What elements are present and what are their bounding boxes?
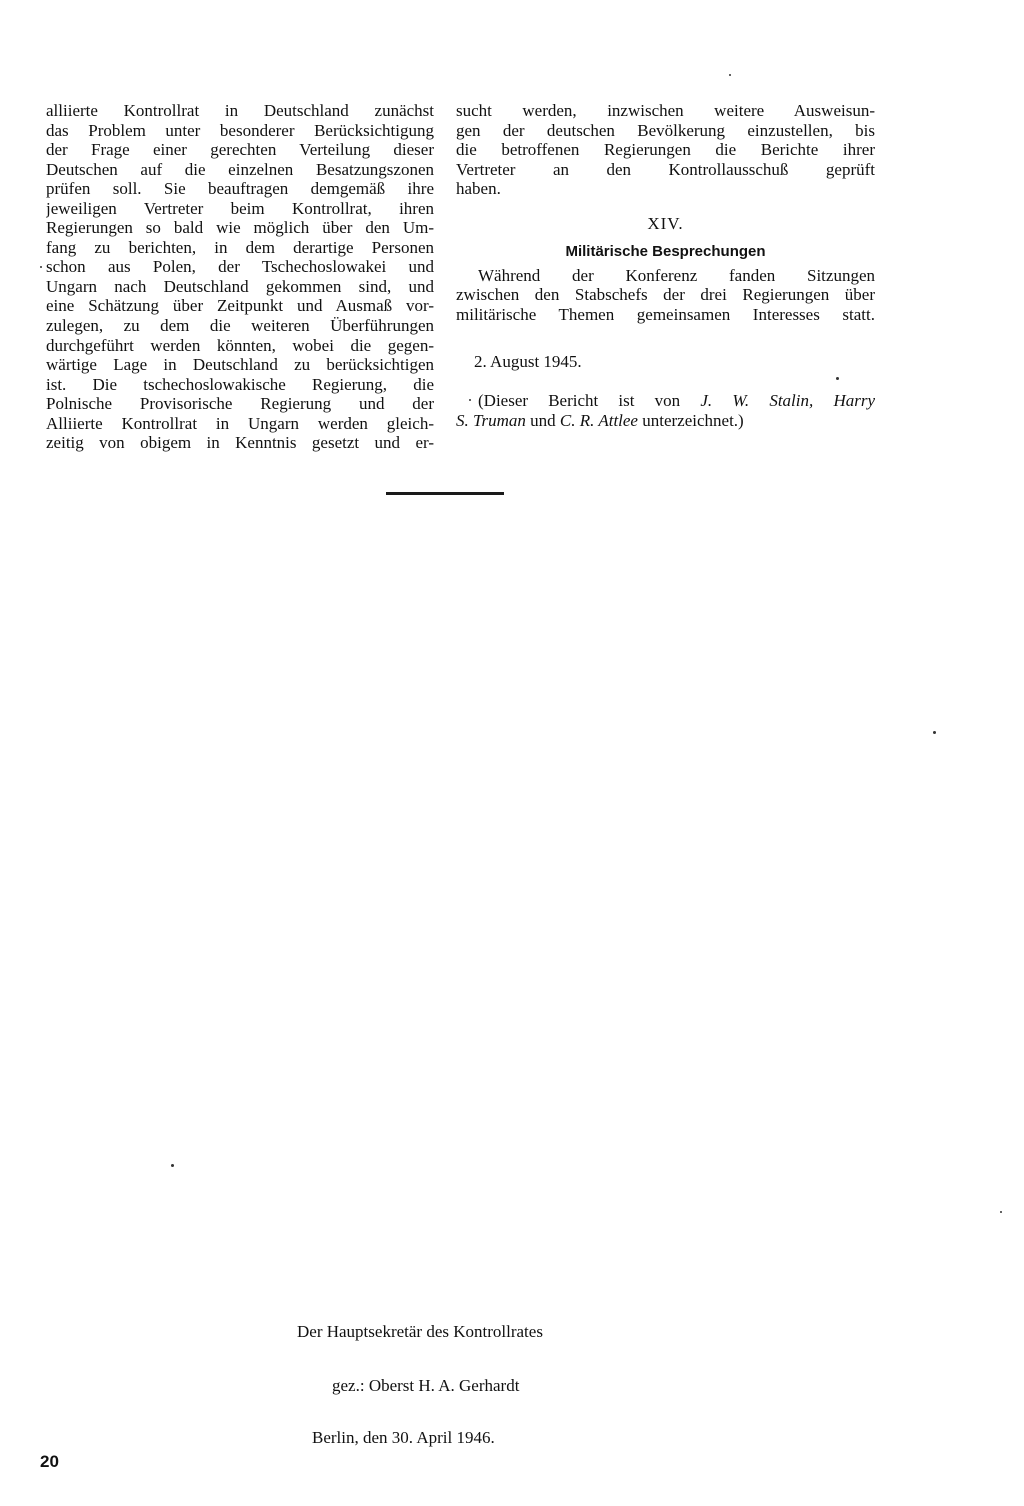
signature-title: Der Hauptsekretär des Kontrollrates bbox=[297, 1322, 543, 1341]
text-line: Vertreter an den Kontrollausschuß geprüft bbox=[456, 159, 875, 179]
scan-speck bbox=[469, 399, 471, 401]
text-line: prüfen soll. Sie beauftragen demgemäß ihre bbox=[46, 179, 434, 199]
text-line: jeweiligen Vertreter beim Kontrollrat, ihren bbox=[46, 198, 434, 218]
text-line bbox=[456, 391, 875, 411]
left-text-column bbox=[46, 101, 434, 453]
signer-stalin: J. W. Stalin, bbox=[700, 391, 814, 411]
text-line: gen der deutschen Bevölkerung einzustellen, bis bbox=[456, 120, 875, 140]
section-number: XIV. bbox=[647, 213, 684, 233]
text-line: Deutschen auf die einzelnen Besatzungszonen bbox=[46, 159, 434, 179]
text-line: Während der Konferenz fanden Sitzungen bbox=[478, 265, 875, 285]
scan-speck bbox=[1000, 1211, 1002, 1213]
scan-speck bbox=[729, 74, 731, 76]
signer-truman-last: S. Truman bbox=[456, 410, 526, 430]
text-line: sucht werden, inzwischen weitere Ausweisun- bbox=[456, 101, 875, 120]
text-line: alliierte Kontrollrat in Deutschland zunächst bbox=[46, 101, 434, 120]
text-line: Polnische Provisorische Regierung und der bbox=[46, 394, 434, 414]
scan-speck bbox=[933, 731, 936, 734]
signature-place-date: Berlin, den 30. April 1946. bbox=[312, 1428, 495, 1447]
text-line: Ungarn nach Deutschland gekommen sind, und bbox=[46, 276, 434, 296]
section-divider bbox=[386, 492, 504, 495]
text-line: eine Schätzung über Zeitpunkt und Ausmaß vor- bbox=[46, 296, 434, 316]
note-open: (Dieser Bericht ist von bbox=[478, 391, 681, 411]
text-line: wärtige Lage in Deutschland zu berücksichtigen bbox=[46, 355, 434, 375]
right-text-column bbox=[456, 101, 875, 430]
text-line: haben. bbox=[456, 179, 501, 199]
text-line: Alliierte Kontrollrat in Ungarn werden gleich- bbox=[46, 413, 434, 433]
signer-attlee: C. R. Attlee bbox=[559, 410, 638, 430]
signature-signed-by: gez.: Oberst H. A. Gerhardt bbox=[332, 1376, 520, 1395]
text-line: zwischen den Stabschefs der drei Regierungen über bbox=[456, 285, 875, 305]
text-line: die betroffenen Regierungen die Berichte ihrer bbox=[456, 140, 875, 160]
note-and: und bbox=[530, 410, 556, 430]
section-title: Militärische Besprechungen bbox=[565, 243, 766, 261]
text-line: fang zu berichten, in dem derartige Personen bbox=[46, 237, 434, 257]
signed-note bbox=[456, 391, 875, 430]
scan-speck bbox=[171, 1164, 174, 1167]
text-line: schon aus Polen, der Tschechoslowakei und bbox=[46, 257, 434, 277]
text-line: durchgeführt werden könnten, wobei die gegen- bbox=[46, 335, 434, 355]
text-line: militärische Themen gemeinsamen Interesses statt. bbox=[456, 304, 875, 324]
scan-speck bbox=[836, 377, 839, 380]
text-line bbox=[456, 411, 875, 431]
text-line: zeitig von obigem in Kenntnis gesetzt und er- bbox=[46, 433, 434, 453]
text-line: der Frage einer gerechten Verteilung dieser bbox=[46, 140, 434, 160]
text-line: zulegen, zu dem die weiteren Überführungen bbox=[46, 316, 434, 336]
signer-truman-first: Harry bbox=[833, 391, 875, 411]
report-date: 2. August 1945. bbox=[474, 352, 582, 372]
note-close: unterzeichnet.) bbox=[642, 410, 744, 430]
scan-speck bbox=[40, 266, 42, 268]
page-number: 20 bbox=[40, 1452, 59, 1471]
text-line: Regierungen so bald wie möglich über den Um- bbox=[46, 218, 434, 238]
text-line: ist. Die tschechoslowakische Regierung, die bbox=[46, 374, 434, 394]
text-line: das Problem unter besonderer Berücksichtigung bbox=[46, 120, 434, 140]
